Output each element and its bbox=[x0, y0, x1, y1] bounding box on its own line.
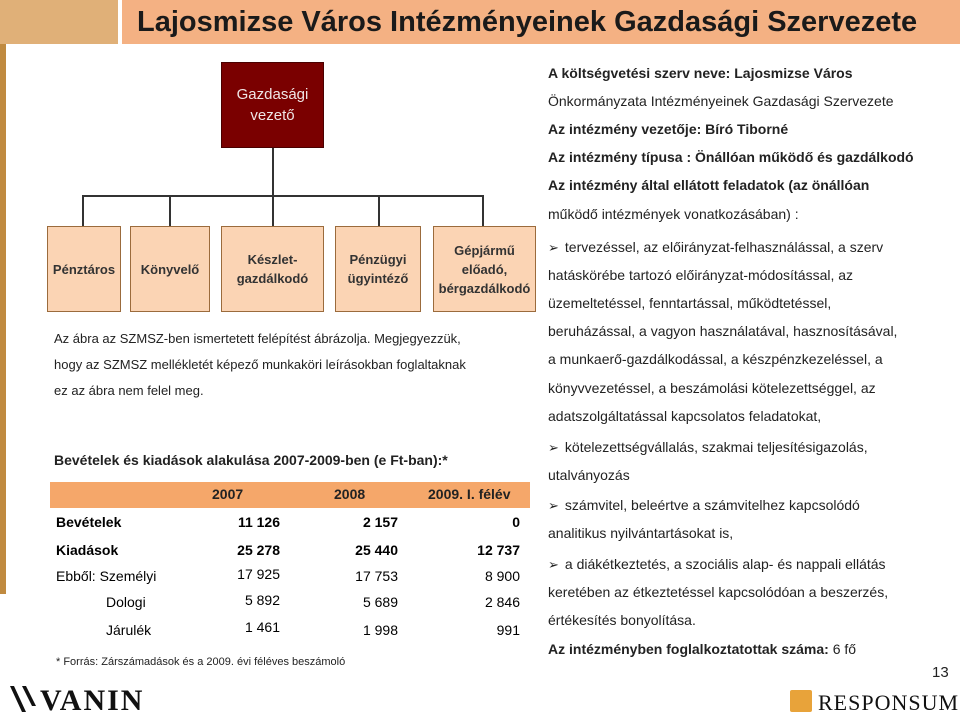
bullet-2: ➢ kötelezettségvállalás, szakmai teljesítésigazolás, bbox=[548, 439, 868, 455]
cell-value: 2 157 bbox=[362, 514, 398, 530]
arrow-bullet-icon: ➢ bbox=[548, 557, 559, 572]
org-unit-label: Gépjármű bbox=[454, 242, 515, 258]
org-unit-keszletgazdalkodo bbox=[221, 226, 324, 312]
connector-unit-1 bbox=[82, 195, 84, 227]
vanin-logo-icon bbox=[8, 684, 38, 714]
org-unit-label: Könyvelő bbox=[140, 261, 200, 277]
org-unit-label: Pénztáros bbox=[52, 261, 116, 277]
org-unit-penzugyi-ugyintezo bbox=[335, 226, 421, 312]
connector-unit-5 bbox=[482, 195, 484, 227]
source-footnote: * Forrás: Zárszámadások és a 2009. évi féléves beszámoló bbox=[56, 656, 346, 668]
connector-unit-3 bbox=[272, 195, 274, 227]
bullet-4: ➢ a diákétkeztetés, a szociális alap- és nappali ellátás bbox=[548, 556, 886, 572]
row-label-szemelyi: Ebből: Személyi bbox=[56, 568, 157, 584]
cell-value: 8 900 bbox=[484, 568, 520, 584]
org-unit-gepjarmu-eloado bbox=[433, 226, 536, 312]
org-unit-konyvelo bbox=[130, 226, 210, 312]
note-line: Az ábra az SZMSZ-ben ismertetett felépítést ábrázolja. Megjegyezzük, bbox=[54, 331, 461, 346]
connector-horizontal bbox=[82, 195, 483, 197]
bullet-1-cont: a munkaerő-gazdálkodással, a készpénzkezeléssel, a bbox=[548, 351, 883, 367]
cell-value: 25 278 bbox=[237, 542, 280, 558]
cell-value: 17 753 bbox=[355, 568, 398, 584]
note-line: ez az ábra nem felel meg. bbox=[54, 383, 204, 398]
row-label-jarulek: Járulék bbox=[106, 622, 152, 638]
cell-value: 25 440 bbox=[355, 542, 398, 558]
bullet-1-cont: üzemeltetéssel, fenntartással, működtetéssel, bbox=[548, 295, 832, 311]
bullet-4-cont: értékesítés bonyolítása. bbox=[548, 612, 696, 628]
cell-value: 991 bbox=[496, 622, 520, 638]
responsum-logo: RESPONSUM bbox=[818, 690, 960, 715]
bullet-1-cont: adatszolgáltatással kapcsolatos feladatokat, bbox=[548, 408, 822, 424]
org-unit-label: bérgazdálkodó bbox=[438, 280, 531, 296]
table-header-2008: 2008 bbox=[334, 486, 366, 502]
org-unit-label: ügyintéző bbox=[347, 271, 409, 286]
bullet-2-cont: utalványozás bbox=[548, 467, 630, 483]
table-title: Bevételek és kiadások alakulása 2007-2009-ben (e Ft-ban):* bbox=[54, 452, 448, 468]
connector-unit-4 bbox=[378, 195, 380, 227]
table-header-2009: 2009. I. félév bbox=[428, 486, 511, 502]
arrow-bullet-icon: ➢ bbox=[548, 498, 559, 513]
table-header-2007: 2007 bbox=[212, 486, 244, 502]
page-number: 13 bbox=[932, 664, 949, 681]
cell-value: 11 126 bbox=[237, 514, 280, 530]
vanin-logo: VANIN bbox=[40, 684, 145, 717]
bullet-1-cont: beruházással, a vagyon használatával, hasznosításával, bbox=[548, 323, 898, 339]
cell-value: 1 461 bbox=[244, 619, 280, 635]
org-unit-label: Készlet- bbox=[247, 252, 298, 267]
bullet-1-cont: hatáskörébe tartozó előirányzat-módosítással, az bbox=[548, 267, 854, 283]
org-unit-label: előadó, bbox=[461, 261, 508, 277]
info-line: A költségvetési szerv neve: Lajosmizse Város bbox=[548, 65, 853, 81]
page-title: Lajosmizse Város Intézményeinek Gazdasági Szervezete bbox=[137, 6, 918, 38]
bullet-3: ➢ számvitel, beleértve a számvitelhez kapcsolódó bbox=[548, 497, 860, 513]
note-line: hogy az SZMSZ mellékletét képező munkaköri leírásokban foglaltaknak bbox=[54, 357, 466, 372]
manager-label-2: vezető bbox=[250, 107, 295, 124]
responsum-logo-icon bbox=[790, 690, 812, 712]
arrow-bullet-icon: ➢ bbox=[548, 440, 559, 455]
staff-count: Az intézményben foglalkoztatottak száma: 6 fő bbox=[548, 641, 857, 657]
org-unit-label: Pénzügyi bbox=[349, 252, 407, 267]
bullet-3-cont: analitikus nyilvántartásokat is, bbox=[548, 525, 734, 541]
info-line: Az intézmény típusa : Önállóan működő és gazdálkodó bbox=[548, 149, 914, 165]
connector-unit-2 bbox=[169, 195, 171, 227]
cell-value: 1 998 bbox=[362, 622, 398, 638]
bullet-1: ➢ tervezéssel, az előirányzat-felhasználással, a szerv bbox=[548, 239, 884, 255]
row-label-kiadasok: Kiadások bbox=[56, 542, 119, 558]
manager-box bbox=[221, 62, 324, 148]
info-line: Az intézmény által ellátott feladatok (az önállóan bbox=[548, 177, 870, 193]
title-accent bbox=[0, 0, 118, 44]
connector-vertical bbox=[272, 148, 274, 196]
org-unit-label: gazdálkodó bbox=[236, 271, 309, 286]
info-line: Az intézmény vezetője: Bíró Tiborné bbox=[548, 121, 789, 137]
info-line: Önkormányzata Intézményeinek Gazdasági Szervezete bbox=[548, 93, 894, 109]
cell-value: 5 892 bbox=[244, 592, 280, 608]
row-label-dologi: Dologi bbox=[106, 594, 146, 610]
bullet-4-cont: keretében az étkeztetéssel kapcsolódóan a beszerzés, bbox=[548, 584, 889, 600]
org-unit-penztaros bbox=[47, 226, 121, 312]
structure-note bbox=[54, 326, 534, 404]
cell-value: 2 846 bbox=[484, 594, 520, 610]
cell-value: 0 bbox=[512, 514, 520, 530]
cell-value: 12 737 bbox=[477, 542, 520, 558]
row-label-bevetelek: Bevételek bbox=[56, 514, 122, 530]
left-stripe bbox=[0, 44, 6, 594]
cell-value: 5 689 bbox=[362, 594, 398, 610]
cell-value: 17 925 bbox=[237, 566, 280, 582]
info-line: működő intézmények vonatkozásában) : bbox=[548, 206, 799, 222]
arrow-bullet-icon: ➢ bbox=[548, 240, 559, 255]
manager-label-1: Gazdasági bbox=[236, 86, 309, 103]
bullet-1-cont: könyvvezetéssel, a beszámolási kötelezettséggel, az bbox=[548, 380, 876, 396]
